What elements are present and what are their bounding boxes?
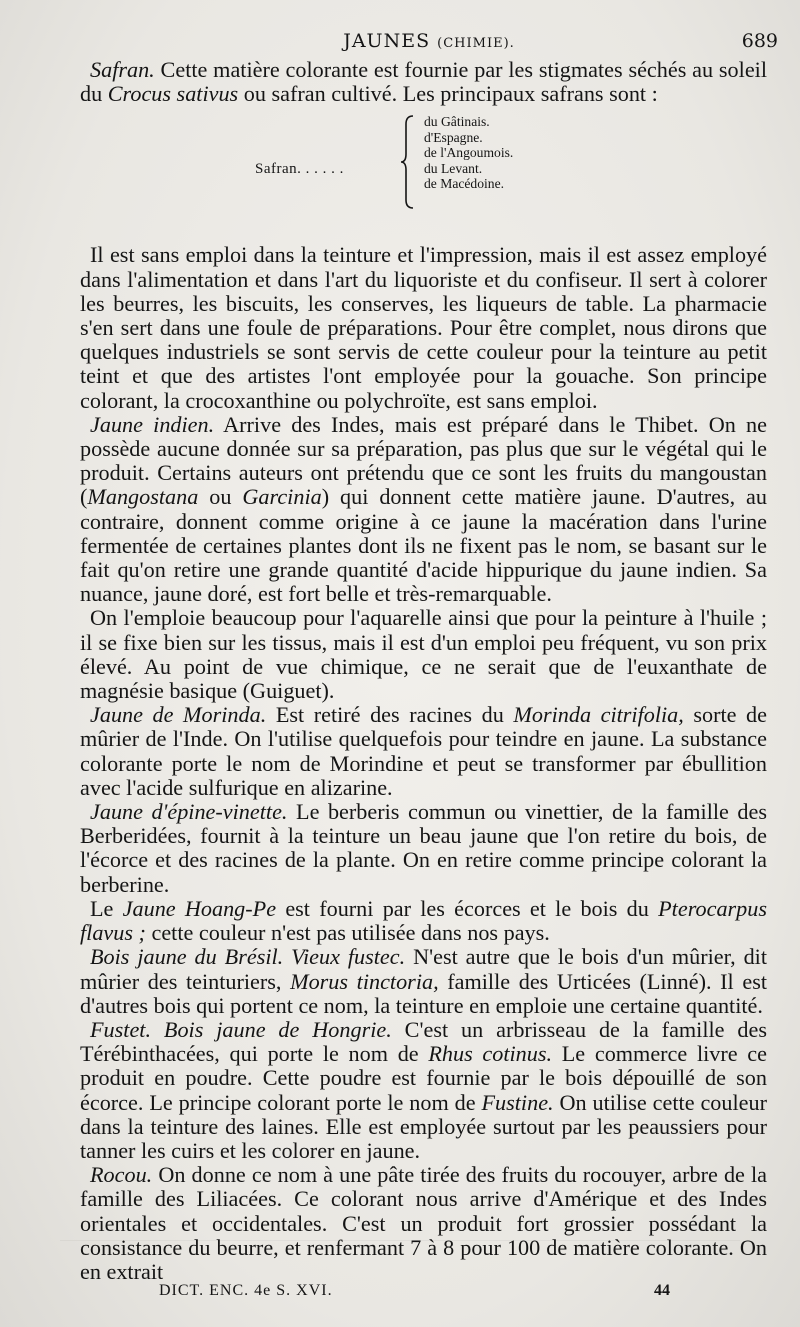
article-body: [80, 58, 767, 1284]
species-name: Pterocarpus flavus ;: [80, 895, 767, 946]
text-run: sorte de mûrier de l'Inde. On l'utilise quelquefois pour teindre en jaune. La substance colorante porte le nom de Morindine et peut se transformer par ébullition avec l'acide sulfurique en alizarine.: [80, 702, 767, 800]
text-run: Arrive des Indes, mais est préparé dans le Thibet. On ne possède aucune donnée sur sa préparation, pas plus que sur le végétal qui le produit. Certains auteurs ont prétendu que ce sont les fruits du mangoustan (: [80, 411, 767, 510]
paragraph-aquarelle: On l'emploie beaucoup pour l'aquarelle ainsi que pour la peinture à l'huile ; il se fixe bien sur les tissus, mais il est d'un emploi peu fréquent, vu son prix élevé. Au point de vue chimique, ce ne serait que de l'euxanthate de magnésie basique (Guiguet).: [80, 605, 767, 704]
text-run: Est retiré des racines du: [266, 702, 514, 728]
entry-term: Jaune indien.: [90, 411, 215, 437]
text-run: C'est un arbrisseau de la famille des Térébinthacées, qui porte le nom de: [80, 1016, 767, 1067]
paragraph-jaune-indien: [80, 413, 767, 607]
running-head: [80, 30, 778, 54]
text-run: ou: [198, 484, 243, 510]
text-run: famille des Urticées (Linné). Il est d'autres bois qui portent ce nom, la teinture en emploie une certaine quantité.: [80, 968, 767, 1018]
species-name: Morus tinctoria,: [290, 968, 439, 994]
paragraph-fustet: [80, 1018, 767, 1163]
saffron-item: du Gâtinais.: [424, 114, 490, 130]
running-title: [80, 30, 778, 52]
curly-brace-icon: [400, 114, 416, 210]
genus-name: Mangostana: [87, 484, 199, 510]
paragraph-rocou: [80, 1163, 767, 1284]
text-run: Cette matière colorante est fournie par les stigmates séchés au soleil du: [80, 57, 767, 107]
text-run: ) qui donnent cette matière jaune. D'autres, au contraire, donnent comme origine à ce jaune la macération dans l'urine fermentée de certaines plantes dont ils ne fixent pas le nom, se basant sur le fait qu'on retire une grande quantité d'acide hippurique du jaune indien. Sa nuance, jaune doré, est fort belle et très-remarquable.: [80, 484, 767, 607]
species-name: Crocus sativus: [107, 81, 239, 107]
text-run: cette couleur n'est pas utilisée dans nos pays.: [145, 920, 550, 946]
entry-term: Safran.: [90, 57, 155, 82]
text-run: On utilise cette couleur dans la teinture des laines. Elle est employée surtout par les peaussiers pour tanner les cuirs et les colorer en jaune.: [80, 1089, 767, 1163]
text-run: On donne ce nom à une pâte tirée des fruits du rocouyer, arbre de la famille des Liliacées. Ce colorant nous arrive d'Amérique et des Indes orientales et occidentales. C'est un produit fort grossier possédant la consistance du beurre, et renfermant 7 à 8 pour 100 de matière colorante. On en extrait: [80, 1162, 767, 1284]
saffron-item: de Macédoine.: [424, 176, 505, 192]
saffron-item: du Levant.: [424, 160, 483, 176]
text-run: N'est autre que le bois d'un mûrier, dit mûrier des teinturiers,: [80, 944, 768, 994]
paragraph-safran-usage: Il est sans emploi dans la teinture et l'impression, mais il est assez employé dans l'alimentation et dans l'art du liquoriste et du confiseur. Il sert à colorer les beurres, les biscuits, les conserves, les liqueurs de table. La pharmacie s'en sert dans une foule de préparations. Pour être complet, nous dirons que quelques industriels se sont servis de cette couleur pour la teinture au petit teint et que des artistes l'ont employée pour la gouache. Son principe colorant, la crocoxanthine ou polychroïte, est sans emploi.: [80, 242, 767, 413]
printer-signature: DICT. ENC. 4e S. XVI.: [159, 1282, 333, 1299]
entry-term: Jaune de Morinda.: [90, 702, 267, 728]
saffron-item: d'Espagne.: [424, 129, 483, 145]
saffron-list-items: [424, 114, 513, 192]
page-footer: [159, 1282, 670, 1302]
genus-name: Garcinia: [242, 484, 322, 510]
species-name: Morinda citrifolia,: [513, 702, 684, 728]
entry-term: Rocou.: [90, 1162, 153, 1188]
paragraph-morinda: [80, 703, 767, 800]
entry-term: Bois jaune du Brésil. Vieux fustec.: [90, 944, 406, 970]
species-name: Rhus cotinus.: [428, 1041, 553, 1067]
entry-term: Jaune d'épine-vinette.: [90, 799, 288, 825]
compound-name: Fustine.: [481, 1089, 554, 1115]
text-run: Le berberis commun ou vinettier, de la famille des Berberidées, fournit à la teinture un beau jaune que l'on retire du bois, de l'écorce et des racines de la plante. On en retire comme principe colorant la berberine.: [80, 799, 767, 897]
saffron-list-label: Safran. . . . . .: [255, 161, 344, 178]
text-run: est fourni par les écorces et le bois du: [276, 895, 659, 921]
show-through-mark: [60, 1240, 740, 1241]
running-title-section: (CHIMIE).: [437, 36, 515, 51]
paragraph-safran: [80, 58, 767, 106]
saffron-item: de l'Angoumois.: [424, 145, 514, 161]
running-title-main: JAUNES: [343, 30, 431, 52]
text-run: ou safran cultivé. Les principaux safrans sont :: [238, 81, 658, 107]
saffron-varieties-list: [80, 114, 767, 223]
entry-term: Jaune Hoang-Pe: [122, 895, 277, 921]
paragraph-epine-vinette: [80, 800, 767, 897]
page-number: 689: [741, 30, 778, 52]
paragraph-hoang-pe: [80, 897, 767, 945]
paragraph-bois-bresil: [80, 945, 767, 1018]
entry-term: Fustet. Bois jaune de Hongrie.: [90, 1016, 392, 1042]
text-run: Le: [90, 895, 123, 921]
sheet-number: 44: [654, 1282, 670, 1299]
text-run: Le commerce livre ce produit en poudre. Cette poudre est fournie par le bois dépouillé de son écorce. Le principe colorant porte le nom de: [80, 1041, 767, 1115]
